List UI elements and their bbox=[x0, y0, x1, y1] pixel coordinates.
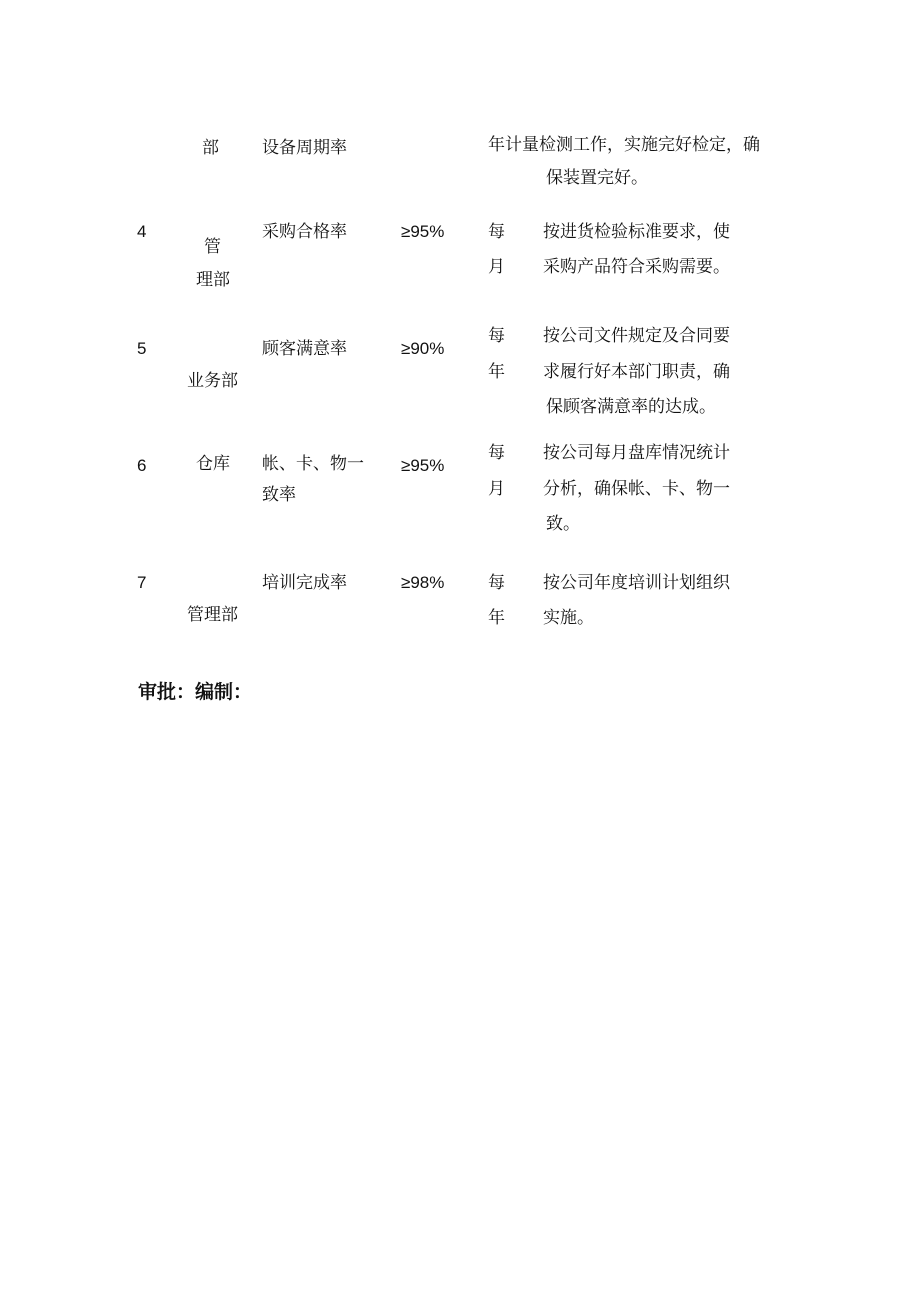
method-cell-row1-line2: 采购产品符合采购需要。 bbox=[543, 257, 730, 277]
row-number-4: 4 bbox=[137, 222, 147, 241]
method-cell-row0-line2: 保装置完好。 bbox=[546, 168, 648, 188]
method-cell-row3-line3: 致。 bbox=[546, 514, 580, 534]
target-cell-row3: ≥95% bbox=[401, 456, 445, 475]
dept-cell-row3: 仓库 bbox=[196, 454, 230, 474]
dept-cell-row4: 管理部 bbox=[187, 605, 238, 625]
target-cell-row2: ≥90% bbox=[401, 339, 445, 358]
indicator-cell-row0: 设备周期率 bbox=[262, 138, 347, 158]
target-cell-row4: ≥98% bbox=[401, 573, 445, 592]
freq-cell-row3-line2: 月 bbox=[488, 479, 505, 499]
row-number-7: 7 bbox=[137, 573, 147, 592]
indicator-cell-row3-line1: 帐、卡、物一 bbox=[262, 454, 364, 474]
indicator-cell-row4: 培训完成率 bbox=[262, 573, 347, 593]
method-cell-row4-line2: 实施。 bbox=[543, 608, 594, 628]
method-cell-row2-line3: 保顾客满意率的达成。 bbox=[546, 397, 716, 417]
freq-cell-row1-line2: 月 bbox=[488, 257, 505, 277]
freq-cell-row3-line1: 每 bbox=[488, 443, 505, 463]
indicator-cell-row1: 采购合格率 bbox=[262, 222, 347, 242]
method-cell-row3-line1: 按公司每月盘库情况统计 bbox=[543, 443, 730, 463]
freq-cell-row1-line1: 每 bbox=[488, 222, 505, 242]
dept-cell-row1-line2: 理部 bbox=[196, 270, 230, 290]
freq-cell-row4-line2: 年 bbox=[488, 608, 505, 628]
row-number-5: 5 bbox=[137, 339, 147, 358]
dept-cell-row1-line1: 管 bbox=[204, 237, 221, 257]
approval-footer: 审批：编制： bbox=[138, 681, 253, 703]
method-cell-row1-line1: 按进货检验标准要求，使 bbox=[543, 222, 730, 242]
method-cell-row2-line1: 按公司文件规定及合同要 bbox=[543, 326, 730, 346]
method-cell-row2-line2: 求履行好本部门职责，确 bbox=[543, 362, 730, 382]
row-number-6: 6 bbox=[137, 456, 147, 475]
freq-cell-row2-line2: 年 bbox=[488, 362, 505, 382]
freq-cell-row4-line1: 每 bbox=[488, 573, 505, 593]
target-cell-row1: ≥95% bbox=[401, 222, 445, 241]
freq-cell-row2-line1: 每 bbox=[488, 326, 505, 346]
dept-cell-row2: 业务部 bbox=[187, 371, 238, 391]
method-cell-row3-line2: 分析，确保帐、卡、物一 bbox=[543, 479, 730, 499]
method-cell-row4-line1: 按公司年度培训计划组织 bbox=[543, 573, 730, 593]
dept-cell-row0: 部 bbox=[202, 138, 219, 158]
method-cell-row0-line1: 年计量检测工作，实施完好检定，确 bbox=[488, 135, 760, 155]
indicator-cell-row3-line2: 致率 bbox=[262, 485, 296, 505]
indicator-cell-row2: 顾客满意率 bbox=[262, 339, 347, 359]
